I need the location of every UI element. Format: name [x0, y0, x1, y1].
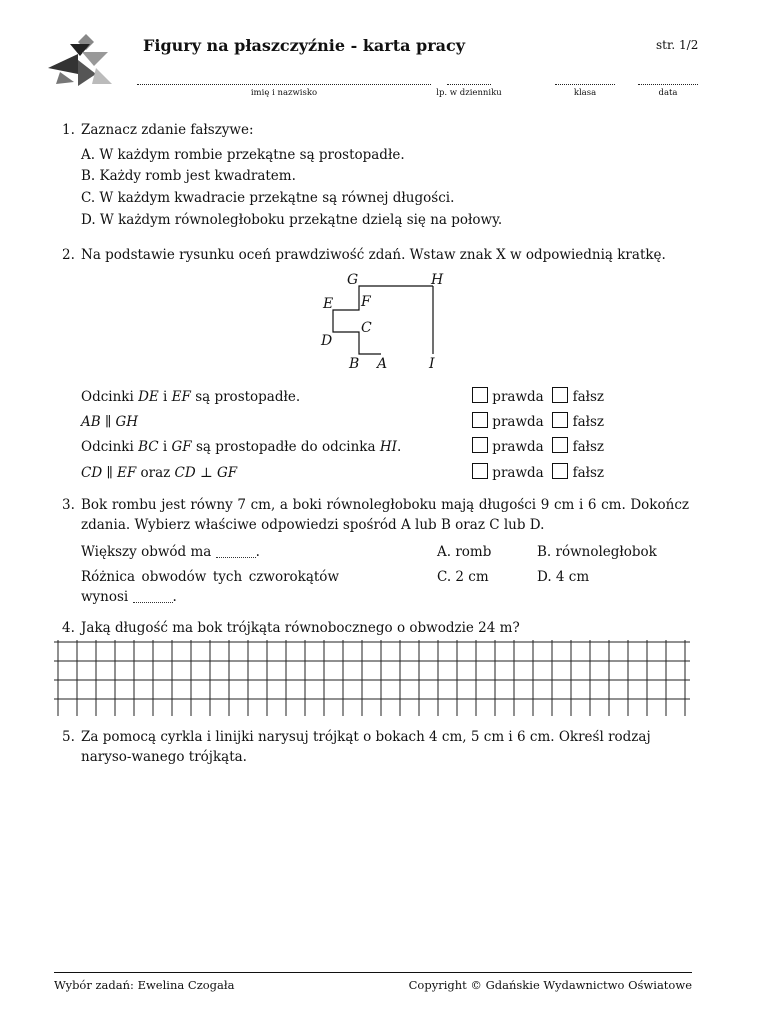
q2-row-3-answers: prawda fałsz: [472, 437, 604, 455]
footer-copyright: Copyright © Gdańskie Wydawnictwo Oświatowe: [408, 978, 692, 992]
answer-blank-1[interactable]: [216, 545, 256, 558]
date-label: data: [658, 88, 678, 98]
q2-text: Na podstawie rysunku oceń prawdziwość zdań. Wstaw znak X w odpowiednią kratkę.: [81, 247, 666, 263]
q2-statement-4: CD ∥ EF oraz CD ⊥ GF: [81, 465, 238, 481]
q2-row-1-answers: prawda fałsz: [472, 387, 604, 405]
q1-option-c: C. W każdym kwadracie przekątne są równej długości.: [81, 190, 455, 206]
label-f: F: [361, 294, 371, 310]
publisher-logo: [48, 34, 114, 88]
q3-option-a: A. romb: [437, 544, 492, 560]
q3-option-c: C. 2 cm: [437, 569, 489, 585]
false-checkbox[interactable]: [552, 387, 568, 403]
page-number: str. 1/2: [656, 38, 699, 52]
label-e: E: [323, 296, 334, 312]
label-c: C: [361, 320, 372, 336]
class-label: klasa: [573, 88, 597, 98]
q2-statement-2: AB ∥ GH: [81, 414, 139, 430]
class-field[interactable]: [555, 74, 615, 85]
date-field[interactable]: [638, 74, 698, 85]
q3-number: 3.: [62, 497, 75, 513]
q3-option-b: B. równoległobok: [537, 544, 657, 560]
true-checkbox[interactable]: [472, 387, 488, 403]
q2-statement-3: Odcinki BC i GF są prostopadłe do odcinka HI.: [81, 439, 402, 455]
page-title: Figury na płaszczyźnie - karta pracy: [143, 36, 466, 55]
q3-option-d: D. 4 cm: [537, 569, 590, 585]
q5-text: Za pomocą cyrkla i linijki narysuj trójkąt o bokach 4 cm, 5 cm i 6 cm. Określ rodzaj naryso-wanego trójkąta.: [81, 729, 651, 765]
label-h: H: [431, 272, 444, 288]
q1-number: 1.: [62, 122, 75, 138]
false-checkbox[interactable]: [552, 412, 568, 428]
q2-row-2-answers: prawda fałsz: [472, 412, 604, 430]
label-b: B: [349, 356, 360, 372]
q3-text: Bok rombu jest równy 7 cm, a boki równoległoboku mają długości 9 cm i 6 cm. Dokończ zdania. Wybierz właściwe odpowiedzi spośród A lub B oraz C lub D.: [81, 497, 689, 533]
q2-statement-1: Odcinki DE i EF są prostopadłe.: [81, 389, 301, 405]
q1-option-b: B. Każdy romb jest kwadratem.: [81, 168, 296, 184]
label-d: D: [321, 333, 333, 349]
label-a: A: [377, 356, 388, 372]
label-i: I: [429, 356, 435, 372]
q4-text: Jaką długość ma bok trójkąta równobocznego o obwodzie 24 m?: [81, 620, 520, 636]
true-checkbox[interactable]: [472, 463, 488, 479]
class-number-field[interactable]: [447, 74, 491, 85]
true-checkbox[interactable]: [472, 412, 488, 428]
q3-sentence-1: Większy obwód ma .: [81, 544, 260, 560]
true-checkbox[interactable]: [472, 437, 488, 453]
q2-figure: [315, 268, 465, 378]
label-g: G: [347, 272, 359, 288]
q2-row-4-answers: prawda fałsz: [472, 463, 604, 481]
q1-option-d: D. W każdym równoległoboku przekątne dzielą się na połowy.: [81, 212, 503, 228]
q3-sentence-2b: wynosi .: [81, 589, 177, 605]
name-field[interactable]: [137, 74, 431, 85]
false-checkbox[interactable]: [552, 437, 568, 453]
footer-author: Wybór zadań: Ewelina Czogała: [54, 978, 235, 992]
q3-sentence-2a: Różnica obwodów tych czworokątów: [81, 569, 339, 585]
q1-text: Zaznacz zdanie fałszywe:: [81, 122, 254, 138]
footer-divider: [54, 972, 692, 973]
q2-number: 2.: [62, 247, 75, 263]
q4-number: 4.: [62, 620, 75, 636]
class-number-label: lp. w dzienniku: [436, 88, 502, 98]
name-label: imię i nazwisko: [250, 88, 318, 98]
answer-blank-2[interactable]: [133, 590, 173, 603]
answer-grid[interactable]: [54, 640, 694, 716]
q5-number: 5.: [62, 729, 75, 745]
q1-option-a: A. W każdym rombie przekątne są prostopadłe.: [81, 147, 405, 163]
false-checkbox[interactable]: [552, 463, 568, 479]
